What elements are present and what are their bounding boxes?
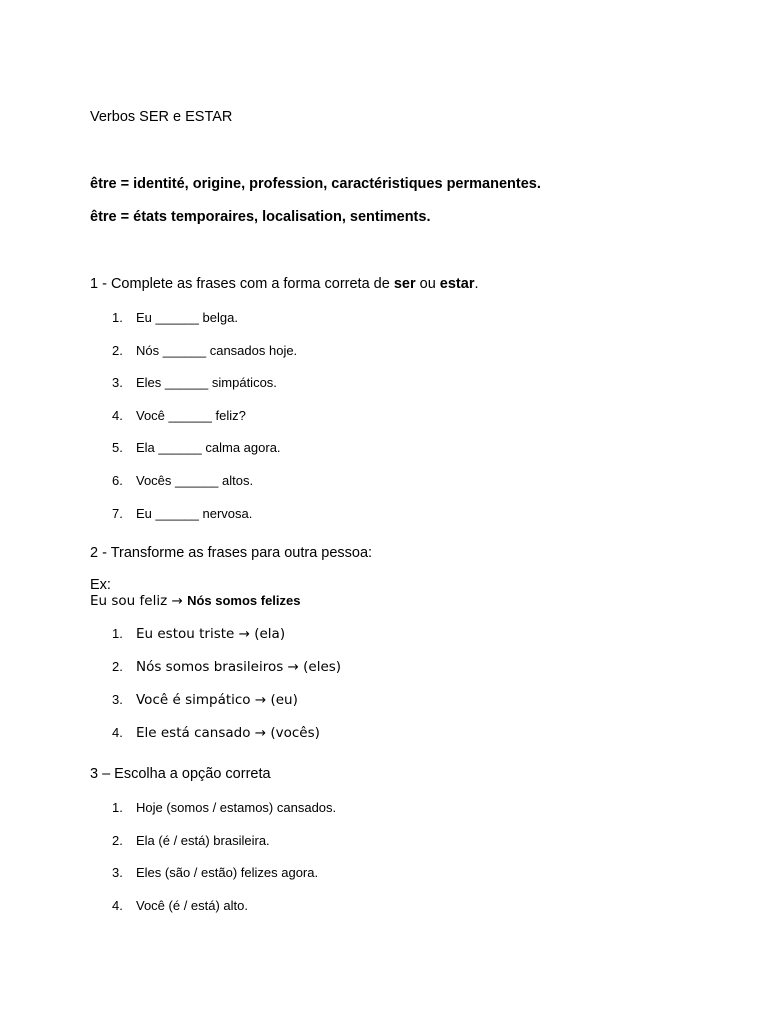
item-text: Você é simpático → (eu) [136,692,298,708]
item-text: Eu ______ belga. [136,310,238,325]
section-1-heading-ou: ou [415,276,440,292]
item-number: 6. [112,473,123,488]
item-number: 1. [112,800,123,815]
section-1-heading-prefix: 1 - Complete as frases com a forma correta de [90,276,394,292]
document-title: Verbos SER e ESTAR [90,109,233,125]
item-number: 2. [112,659,123,674]
item-text: Eles (são / estão) felizes agora. [136,865,319,880]
example-sentence: Eu sou feliz → [90,593,188,609]
item-number: 2. [112,343,123,358]
item-text: Vocês ______ altos. [136,473,254,488]
section-1-heading-estar: estar [439,276,475,292]
section-1-heading-ser: ser [393,276,416,292]
definition-ser: être = identité, origine, profession, caractéristiques permanentes. [90,176,541,192]
section-2-heading: 2 - Transforme as frases para outra pessoa: [90,545,373,561]
item-number: 4. [112,898,123,913]
item-text: Eu ______ nervosa. [136,506,253,521]
item-text: Eu estou triste → (ela) [136,626,286,642]
item-text: Ela ______ calma agora. [136,440,281,455]
item-number: 3. [112,865,123,880]
section-1-heading-end: . [474,276,479,292]
item-text: Você ______ feliz? [136,408,246,423]
item-text: Você (é / está) alto. [136,898,249,913]
example-line [90,593,301,609]
example-label: Ex: [90,577,111,593]
example-answer: Nós somos felizes [187,593,301,608]
item-text: Ela (é / está) brasileira. [136,833,270,848]
item-text: Hoje (somos / estamos) cansados. [136,800,337,815]
item-number: 1. [112,626,123,641]
item-number: 7. [112,506,123,521]
item-number: 2. [112,833,123,848]
item-number: 5. [112,440,123,455]
item-text: Nós ______ cansados hoje. [136,343,298,358]
definition-estar: être = états temporaires, localisation, sentiments. [90,209,431,225]
item-number: 3. [112,692,123,707]
item-text: Ele está cansado → (vocês) [136,725,320,741]
item-number: 1. [112,310,123,325]
item-text: Eles ______ simpáticos. [136,375,277,390]
item-number: 4. [112,408,123,423]
section-3-heading: 3 – Escolha a opção correta [90,766,271,782]
section-1-heading [90,276,479,292]
item-text: Nós somos brasileiros → (eles) [136,659,342,675]
item-number: 4. [112,725,123,740]
item-number: 3. [112,375,123,390]
